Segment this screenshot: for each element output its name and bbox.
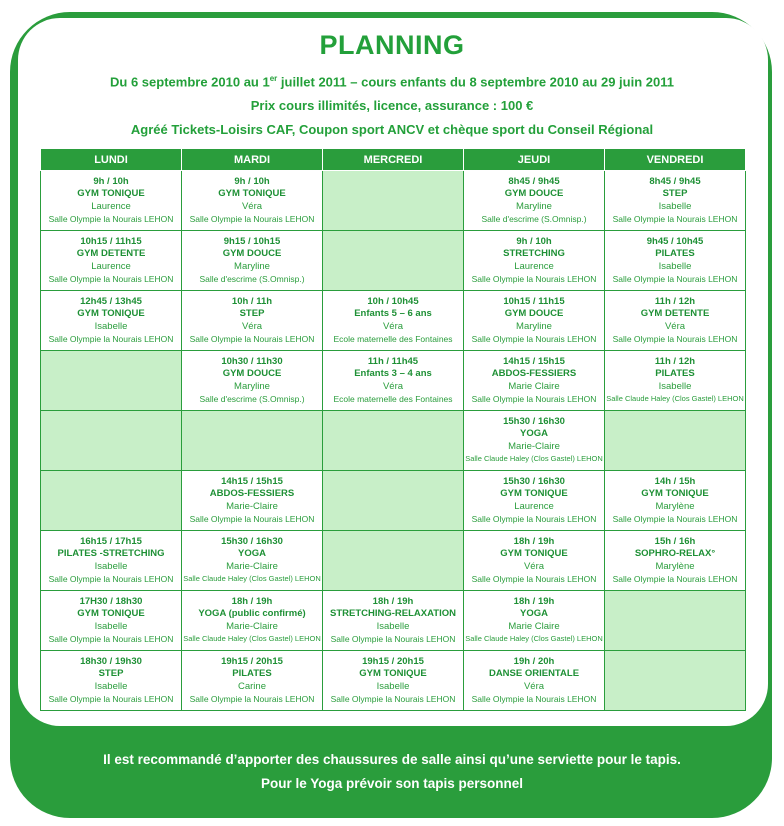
page-title: PLANNING: [319, 30, 465, 60]
class-name: STEP: [662, 188, 688, 199]
class-time: 12h45 / 13h45: [80, 295, 142, 307]
class-slot: [182, 291, 323, 351]
class-slot: [605, 291, 746, 351]
class-name: PILATES -STRETCHING: [57, 548, 165, 559]
class-teacher: Isabelle: [658, 200, 692, 212]
class-name: GYM TONIQUE: [77, 188, 145, 199]
class-time: 14h / 15h: [654, 475, 696, 487]
class-teacher: Marie-Claire: [226, 500, 278, 512]
class-slot: [41, 591, 182, 651]
class-location: Salle Olympie la Nourais LEHON: [471, 694, 597, 704]
footer-note: Il est recommandé d’apporter des chaussures de salle ainsi qu’une serviette pour le tapis.: [103, 752, 681, 767]
class-teacher: Marie Claire: [508, 620, 560, 632]
class-location: Salle Olympie la Nourais LEHON: [612, 574, 738, 584]
class-location: Salle Olympie la Nourais LEHON: [48, 574, 174, 584]
class-location: Salle Olympie la Nourais LEHON: [471, 574, 597, 584]
class-location: Salle Olympie la Nourais LEHON: [189, 514, 315, 524]
class-name: PILATES: [232, 668, 272, 679]
class-slot: [323, 291, 464, 351]
class-location: Salle Olympie la Nourais LEHON: [48, 214, 174, 224]
class-time: 8h45 / 9h45: [508, 175, 560, 187]
class-slot: [605, 231, 746, 291]
class-name: ABDOS-FESSIERS: [491, 368, 577, 379]
class-name: STRETCHING: [503, 248, 565, 259]
class-location: Salle Olympie la Nourais LEHON: [189, 214, 315, 224]
class-slot: [41, 231, 182, 291]
class-time: 18h30 / 19h30: [80, 655, 142, 667]
class-name: GYM DOUCE: [504, 188, 564, 199]
class-slot: [41, 531, 182, 591]
schedule-row: [41, 471, 746, 531]
class-time: 10h15 / 11h15: [80, 235, 142, 247]
class-name: PILATES: [655, 248, 695, 259]
class-teacher: Isabelle: [94, 560, 128, 572]
class-time: 10h / 10h45: [367, 295, 419, 307]
class-slot: [323, 591, 464, 651]
class-name: GYM TONIQUE: [218, 188, 286, 199]
class-teacher: Laurence: [91, 260, 131, 272]
class-time: 9h45 / 10h45: [646, 235, 704, 247]
class-location: Salle Olympie la Nourais LEHON: [48, 334, 174, 344]
class-location: Salle Olympie la Nourais LEHON: [612, 514, 738, 524]
class-name: YOGA: [238, 548, 266, 559]
class-time: 16h15 / 17h15: [80, 535, 142, 547]
class-slot: [182, 171, 323, 231]
class-location: Salle Olympie la Nourais LEHON: [330, 634, 456, 644]
class-name: GYM DOUCE: [222, 248, 282, 259]
class-location: Salle Olympie la Nourais LEHON: [471, 274, 597, 284]
class-time: 18h / 19h: [372, 595, 414, 607]
schedule-table: [40, 148, 746, 711]
class-location: Salle Olympie la Nourais LEHON: [612, 214, 738, 224]
approval-line: Agréé Tickets-Loisirs CAF, Coupon sport ANCV et chèque sport du Conseil Régional: [130, 122, 654, 137]
class-name: GYM TONIQUE: [641, 488, 709, 499]
class-teacher: Marylène: [655, 560, 695, 572]
class-slot: [323, 351, 464, 411]
class-time: 11h / 12h: [654, 295, 696, 307]
day-header: JEUDI: [464, 149, 605, 171]
class-location: Ecole maternelle des Fontaines: [333, 334, 453, 344]
class-slot: [182, 471, 323, 531]
empty-slot: [41, 351, 182, 411]
class-name: GYM DETENTE: [640, 308, 710, 319]
dates-line: [0, 74, 784, 89]
class-location: Salle Olympie la Nourais LEHON: [48, 274, 174, 284]
class-location: Salle Olympie la Nourais LEHON: [48, 634, 174, 644]
class-location: Salle Olympie la Nourais LEHON: [471, 514, 597, 524]
day-header: MARDI: [182, 149, 323, 171]
class-teacher: Maryline: [516, 200, 552, 212]
class-teacher: Véra: [523, 680, 545, 692]
class-location: Salle Olympie la Nourais LEHON: [330, 694, 456, 704]
class-name: YOGA: [520, 608, 548, 619]
empty-slot: [605, 651, 746, 711]
class-time: 19h / 20h: [513, 655, 555, 667]
class-time: 10h30 / 11h30: [221, 355, 283, 367]
class-name: DANSE ORIENTALE: [488, 668, 580, 679]
class-teacher: Laurence: [91, 200, 131, 212]
schedule-row: [41, 231, 746, 291]
empty-slot: [605, 591, 746, 651]
class-name: Enfants 5 – 6 ans: [354, 308, 432, 319]
schedule-row: [41, 651, 746, 711]
class-location: Salle Claude Haley (Clos Gastel) LEHON: [183, 634, 321, 643]
class-time: 11h / 11h45: [367, 355, 419, 367]
class-teacher: Marie-Claire: [508, 440, 560, 452]
class-slot: [464, 591, 605, 651]
class-slot: [41, 171, 182, 231]
class-slot: [464, 531, 605, 591]
class-name: SOPHRO-RELAX°: [634, 548, 716, 559]
class-location: Salle Olympie la Nourais LEHON: [612, 274, 738, 284]
class-name: STRETCHING-RELAXATION: [330, 608, 456, 619]
class-time: 10h / 11h: [231, 295, 273, 307]
class-teacher: Véra: [523, 560, 545, 572]
class-location: Salle d'escrime (S.Omnisp.): [481, 214, 587, 224]
class-slot: [182, 231, 323, 291]
class-slot: [464, 471, 605, 531]
empty-slot: [323, 171, 464, 231]
class-slot: [182, 531, 323, 591]
class-time: 9h / 10h: [234, 175, 270, 187]
class-slot: [41, 651, 182, 711]
class-time: 18h / 19h: [231, 595, 273, 607]
day-header: LUNDI: [41, 149, 182, 171]
class-name: GYM TONIQUE: [77, 608, 145, 619]
class-teacher: Isabelle: [94, 620, 128, 632]
class-slot: [605, 351, 746, 411]
class-time: 14h15 / 15h15: [503, 355, 565, 367]
class-location: Salle Olympie la Nourais LEHON: [471, 334, 597, 344]
class-time: 9h15 / 10h15: [223, 235, 281, 247]
class-time: 15h / 16h: [654, 535, 696, 547]
empty-slot: [323, 531, 464, 591]
class-teacher: Isabelle: [376, 680, 410, 692]
day-header: VENDREDI: [605, 149, 746, 171]
class-time: 10h15 / 11h15: [503, 295, 565, 307]
class-teacher: Véra: [382, 380, 404, 392]
class-name: STEP: [239, 308, 265, 319]
empty-slot: [323, 411, 464, 471]
class-time: 14h15 / 15h15: [221, 475, 283, 487]
class-slot: [182, 351, 323, 411]
class-name: GYM TONIQUE: [359, 668, 427, 679]
class-location: Salle Olympie la Nourais LEHON: [189, 694, 315, 704]
class-teacher: Véra: [382, 320, 404, 332]
class-location: Salle d'escrime (S.Omnisp.): [199, 274, 305, 284]
class-slot: [464, 291, 605, 351]
class-name: GYM TONIQUE: [500, 488, 568, 499]
class-location: Salle Claude Haley (Clos Gastel) LEHON: [465, 634, 603, 643]
dates-part2: juillet 2011 – cours enfants du 8 septembre 2010 au 29 juin 2011: [277, 74, 674, 90]
class-name: STEP: [98, 668, 124, 679]
class-name: GYM DETENTE: [76, 248, 146, 259]
empty-slot: [323, 231, 464, 291]
class-slot: [605, 471, 746, 531]
class-name: Enfants 3 – 4 ans: [354, 368, 432, 379]
schedule-row: [41, 591, 746, 651]
class-slot: [464, 171, 605, 231]
empty-slot: [605, 411, 746, 471]
class-teacher: Laurence: [514, 500, 554, 512]
class-slot: [605, 171, 746, 231]
class-name: GYM DOUCE: [504, 308, 564, 319]
class-teacher: Isabelle: [658, 380, 692, 392]
class-time: 19h15 / 20h15: [362, 655, 424, 667]
schedule-row: [41, 531, 746, 591]
empty-slot: [182, 411, 323, 471]
class-slot: [182, 651, 323, 711]
class-location: Salle Claude Haley (Clos Gastel) LEHON: [465, 454, 603, 463]
class-time: 17H30 / 18h30: [79, 595, 143, 607]
class-teacher: Véra: [664, 320, 686, 332]
class-slot: [464, 411, 605, 471]
class-teacher: Véra: [241, 200, 263, 212]
schedule-row: [41, 411, 746, 471]
class-name: GYM DOUCE: [222, 368, 282, 379]
dates-part1: Du 6 septembre 2010 au 1: [110, 74, 270, 90]
schedule-row: [41, 291, 746, 351]
class-name: YOGA (public confirmé): [198, 608, 306, 619]
class-time: 9h / 10h: [516, 235, 552, 247]
class-slot: [464, 231, 605, 291]
empty-slot: [323, 471, 464, 531]
day-header: MERCREDI: [323, 149, 464, 171]
class-location: Salle d'escrime (S.Omnisp.): [199, 394, 305, 404]
price-line: Prix cours illimités, licence, assurance : 100 €: [250, 98, 534, 113]
class-teacher: Isabelle: [658, 260, 692, 272]
class-teacher: Maryline: [516, 320, 552, 332]
class-slot: [182, 591, 323, 651]
class-time: 9h / 10h: [93, 175, 129, 187]
class-teacher: Marie-Claire: [226, 620, 278, 632]
class-teacher: Isabelle: [94, 320, 128, 332]
class-time: 15h30 / 16h30: [503, 415, 565, 427]
empty-slot: [41, 411, 182, 471]
class-time: 8h45 / 9h45: [649, 175, 701, 187]
class-name: ABDOS-FESSIERS: [209, 488, 295, 499]
class-name: YOGA: [520, 428, 548, 439]
class-name: GYM TONIQUE: [500, 548, 568, 559]
class-time: 11h / 12h: [654, 355, 696, 367]
class-teacher: Marie Claire: [508, 380, 560, 392]
class-teacher: Marie-Claire: [226, 560, 278, 572]
class-slot: [464, 651, 605, 711]
class-time: 18h / 19h: [513, 535, 555, 547]
class-teacher: Véra: [241, 320, 263, 332]
class-teacher: Carine: [238, 680, 266, 692]
day-header-row: [41, 149, 746, 171]
class-slot: [605, 531, 746, 591]
footer-yoga-note: Pour le Yoga prévoir son tapis personnel: [260, 776, 524, 791]
class-name: PILATES: [655, 368, 695, 379]
class-location: Ecole maternelle des Fontaines: [333, 394, 453, 404]
class-teacher: Laurence: [514, 260, 554, 272]
schedule-row: [41, 351, 746, 411]
class-location: Salle Olympie la Nourais LEHON: [48, 694, 174, 704]
schedule-row: [41, 171, 746, 231]
class-teacher: Isabelle: [376, 620, 410, 632]
class-location: Salle Claude Haley (Clos Gastel) LEHON: [183, 574, 321, 583]
class-time: 15h30 / 16h30: [503, 475, 565, 487]
class-location: Salle Olympie la Nourais LEHON: [471, 394, 597, 404]
class-slot: [323, 651, 464, 711]
class-time: 15h30 / 16h30: [221, 535, 283, 547]
class-teacher: Marylène: [655, 500, 695, 512]
class-name: GYM TONIQUE: [77, 308, 145, 319]
class-teacher: Maryline: [234, 380, 270, 392]
class-teacher: Maryline: [234, 260, 270, 272]
empty-slot: [41, 471, 182, 531]
class-location: Salle Olympie la Nourais LEHON: [189, 334, 315, 344]
class-time: 18h / 19h: [513, 595, 555, 607]
class-location: Salle Claude Haley (Clos Gastel) LEHON: [606, 394, 744, 403]
class-slot: [464, 351, 605, 411]
class-time: 19h15 / 20h15: [221, 655, 283, 667]
class-slot: [41, 291, 182, 351]
class-teacher: Isabelle: [94, 680, 128, 692]
class-location: Salle Olympie la Nourais LEHON: [612, 334, 738, 344]
dates-sup: er: [269, 74, 278, 83]
